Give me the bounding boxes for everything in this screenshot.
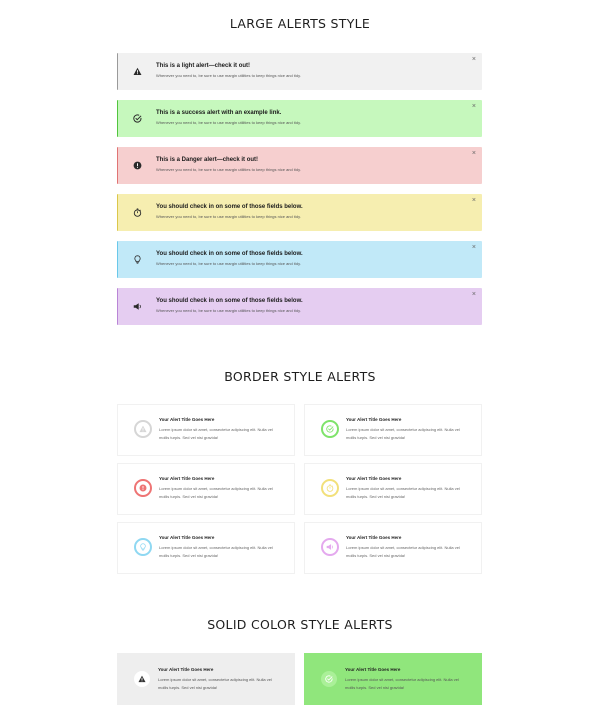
alert-description: Lorem ipsum dolor sit amet, consectetur adipiscing elit. Nulla vel mollis turpis. Sed vel nisi gravida! bbox=[346, 486, 460, 499]
stopwatch-icon bbox=[132, 207, 143, 218]
alert-title: Your Alert Title Goes Here bbox=[159, 535, 215, 540]
alert-title: Your Alert Title Goes Here bbox=[158, 667, 214, 672]
warning-triangle-icon bbox=[132, 66, 143, 77]
alert-description: Whenever you need to, be sure to use margin utilities to keep things nice and tidy. bbox=[156, 214, 301, 219]
alert-description: Lorem ipsum dolor sit amet, consectetur adipiscing elit. Nulla vel mollis turpis. Sed vel nisi gravida! bbox=[159, 427, 273, 440]
alert-description: Lorem ipsum dolor sit amet, consectetur adipiscing elit. Nulla vel mollis turpis. Sed vel nisi gravida! bbox=[159, 486, 273, 499]
alert-description: Lorem ipsum dolor sit amet, consectetur adipiscing elit. Nulla vel mollis turpis. Sed vel nisi gravida! bbox=[346, 427, 460, 440]
alert-title: This is a light alert—check it out! bbox=[156, 63, 251, 69]
alert-title: This is a success alert with an example link. bbox=[156, 110, 282, 116]
border-alert-card bbox=[304, 463, 482, 515]
stopwatch-icon bbox=[321, 479, 339, 497]
lightbulb-icon bbox=[132, 254, 143, 265]
close-icon[interactable]: × bbox=[471, 150, 476, 157]
alert-description: Whenever you need to, be sure to use margin utilities to keep things nice and tidy. bbox=[156, 73, 301, 78]
solid-alerts-heading: SOLID COLOR STYLE ALERTS bbox=[207, 617, 393, 632]
large-alert bbox=[117, 100, 482, 137]
solid-alert-card bbox=[304, 653, 482, 705]
border-alert-card bbox=[304, 404, 482, 456]
border-alert-card bbox=[117, 404, 295, 456]
border-alert-card bbox=[117, 463, 295, 515]
alert-title: Your Alert Title Goes Here bbox=[159, 476, 215, 481]
alert-description: Lorem ipsum dolor sit amet, consectetur adipiscing elit. Nulla vel mollis turpis. Sed vel nisi gravida! bbox=[346, 545, 460, 558]
check-circle-icon bbox=[321, 671, 337, 687]
check-circle-icon bbox=[321, 420, 339, 438]
alert-description: Lorem ipsum dolor sit amet, consectetur adipiscing elit. Nulla vel mollis turpis. Sed vel nisi gravida! bbox=[159, 545, 273, 558]
alert-title: Your Alert Title Goes Here bbox=[346, 476, 402, 481]
alert-description: Lorem ipsum dolor sit amet, consectetur adipiscing elit. Nulla vel mollis turpis. Sed vel nisi gravida! bbox=[345, 677, 459, 690]
close-icon[interactable]: × bbox=[471, 291, 476, 298]
alert-circle-icon bbox=[132, 160, 143, 171]
large-alert bbox=[117, 53, 482, 90]
large-alert bbox=[117, 241, 482, 278]
alert-description: Lorem ipsum dolor sit amet, consectetur adipiscing elit. Nulla vel mollis turpis. Sed vel nisi gravida! bbox=[158, 677, 272, 690]
solid-alert-card bbox=[117, 653, 295, 705]
alert-title: Your Alert Title Goes Here bbox=[346, 417, 402, 422]
alert-title: Your Alert Title Goes Here bbox=[346, 535, 402, 540]
megaphone-icon bbox=[132, 301, 143, 312]
warning-triangle-icon bbox=[134, 420, 152, 438]
lightbulb-icon bbox=[134, 538, 152, 556]
alert-description: Whenever you need to, be sure to use margin utilities to keep things nice and tidy. bbox=[156, 167, 301, 172]
alert-circle-icon bbox=[134, 479, 152, 497]
close-icon[interactable]: × bbox=[471, 56, 476, 63]
border-alert-card bbox=[304, 522, 482, 574]
alert-title: You should check in on some of those fields below. bbox=[156, 298, 303, 304]
close-icon[interactable]: × bbox=[471, 103, 476, 110]
alert-title: You should check in on some of those fields below. bbox=[156, 251, 303, 257]
large-alert bbox=[117, 288, 482, 325]
large-alert bbox=[117, 147, 482, 184]
alert-title: You should check in on some of those fields below. bbox=[156, 204, 303, 210]
border-alerts-heading: BORDER STYLE ALERTS bbox=[224, 369, 376, 384]
close-icon[interactable]: × bbox=[471, 244, 476, 251]
large-alerts-heading: LARGE ALERTS STYLE bbox=[229, 16, 371, 31]
alert-title: This is a Danger alert—check it out! bbox=[156, 157, 259, 163]
check-circle-icon bbox=[132, 113, 143, 124]
alert-description: Whenever you need to, be sure to use margin utilities to keep things nice and tidy. bbox=[156, 308, 301, 313]
border-alert-card bbox=[117, 522, 295, 574]
alert-description: Whenever you need to, be sure to use margin utilities to keep things nice and tidy. bbox=[156, 120, 301, 125]
alert-description: Whenever you need to, be sure to use margin utilities to keep things nice and tidy. bbox=[156, 261, 301, 266]
warning-triangle-icon bbox=[134, 671, 150, 687]
alert-title: Your Alert Title Goes Here bbox=[345, 667, 401, 672]
large-alert bbox=[117, 194, 482, 231]
megaphone-icon bbox=[321, 538, 339, 556]
alert-title: Your Alert Title Goes Here bbox=[159, 417, 215, 422]
close-icon[interactable]: × bbox=[471, 197, 476, 204]
